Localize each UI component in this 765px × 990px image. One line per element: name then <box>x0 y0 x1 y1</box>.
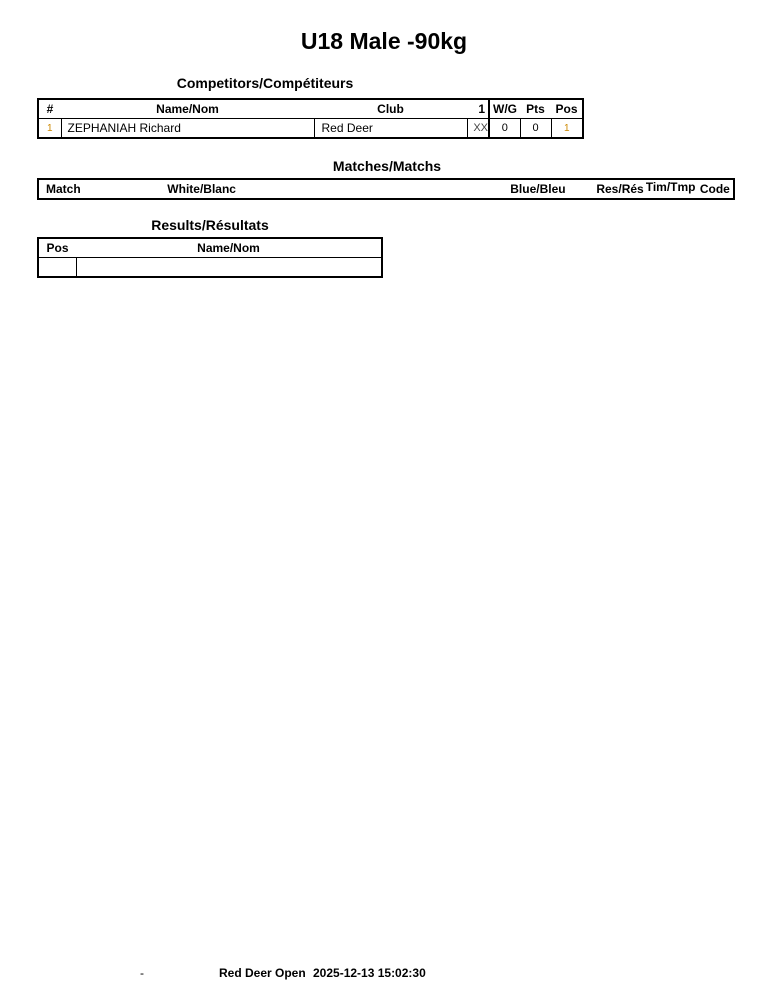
competitors-heading: Competitors/Compétiteurs <box>176 75 354 91</box>
competitor-wins: 0 <box>489 119 520 139</box>
col-points-header: Pts <box>526 101 545 116</box>
col-time-header: Tim/Tmp <box>645 180 696 194</box>
col-position-header: Pos <box>555 101 578 116</box>
results-heading: Results/Résultats <box>151 217 269 233</box>
competitor-position: 1 <box>551 119 583 139</box>
col-result-header: Res/Rés <box>596 181 644 196</box>
competitor-rank: 1 <box>38 119 61 139</box>
result-name-cell <box>76 258 382 278</box>
col-result-position-header: Pos <box>38 238 76 258</box>
col-blue-header: Blue/Bleu <box>510 181 566 196</box>
col-match-header: Match <box>46 181 81 196</box>
col-rank-header: # <box>46 101 54 116</box>
table-row <box>38 119 583 139</box>
competitors-header-row <box>38 99 583 119</box>
col-name-header: Name/Nom <box>156 101 219 116</box>
matches-header-row <box>38 179 734 199</box>
page-title: U18 Male -90kg <box>300 28 468 54</box>
footer-timestamp: 2025-12-13 15:02:30 <box>313 966 426 980</box>
col-white-header: White/Blanc <box>167 181 236 196</box>
results-table <box>37 237 383 278</box>
table-row <box>38 258 382 278</box>
footer-dash: - <box>140 966 144 980</box>
matches-heading: Matches/Matchs <box>332 158 442 174</box>
results-header-row <box>38 238 382 258</box>
competitor-round1-result: XX <box>467 119 489 139</box>
footer-event-name: Red Deer Open <box>219 966 306 980</box>
col-code-header: Code <box>699 181 730 196</box>
competitor-points: 0 <box>520 119 551 139</box>
col-wins-header: W/G <box>489 99 520 119</box>
result-position-cell <box>38 258 76 278</box>
col-result-name-header: Name/Nom <box>76 238 382 258</box>
competitor-name: ZEPHANIAH Richard <box>61 119 314 139</box>
competitor-club: Red Deer <box>314 119 467 139</box>
col-club-header: Club <box>377 101 404 116</box>
matches-table <box>37 178 735 200</box>
competitors-table <box>37 98 584 139</box>
col-round1-header: 1 <box>478 101 485 116</box>
